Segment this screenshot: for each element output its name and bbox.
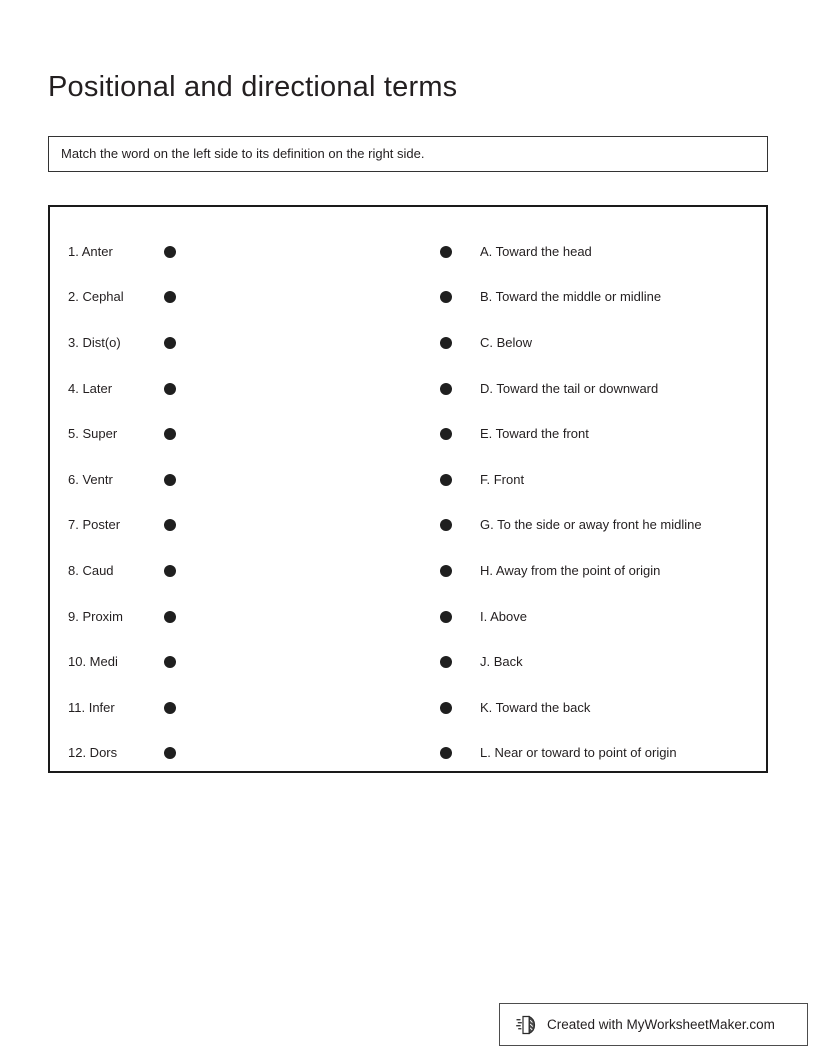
matching-row [50, 685, 766, 731]
dot-icon [164, 291, 176, 303]
dot-icon [164, 702, 176, 714]
term-label: 1. Anter [68, 243, 113, 259]
dot-icon [164, 565, 176, 577]
dot-icon [164, 383, 176, 395]
dot-icon [440, 291, 452, 303]
term-connector-dot[interactable] [164, 565, 176, 577]
definition-connector-dot[interactable] [440, 428, 452, 440]
matching-row [50, 731, 766, 777]
matching-row [50, 366, 766, 412]
dot-icon [440, 474, 452, 486]
dot-icon [440, 519, 452, 531]
definition-connector-dot[interactable] [440, 474, 452, 486]
term-connector-dot[interactable] [164, 337, 176, 349]
term-connector-dot[interactable] [164, 383, 176, 395]
dot-icon [164, 519, 176, 531]
dot-icon [440, 246, 452, 258]
dot-icon [440, 656, 452, 668]
term-label: 8. Caud [68, 562, 114, 578]
dot-icon [440, 428, 452, 440]
term-label: 6. Ventr [68, 471, 113, 487]
dot-icon [164, 611, 176, 623]
dot-icon [440, 565, 452, 577]
definition-connector-dot[interactable] [440, 656, 452, 668]
definition-label: I. Above [480, 608, 527, 624]
term-label: 3. Dist(o) [68, 334, 121, 350]
page-title: Positional and directional terms [48, 71, 458, 104]
dot-icon [164, 246, 176, 258]
matching-row [50, 503, 766, 549]
term-label: 7. Poster [68, 517, 121, 533]
dot-icon [164, 428, 176, 440]
dot-icon [440, 702, 452, 714]
definition-connector-dot[interactable] [440, 565, 452, 577]
definition-connector-dot[interactable] [440, 337, 452, 349]
definition-connector-dot[interactable] [440, 291, 452, 303]
matching-row [50, 594, 766, 640]
created-with-badge[interactable] [499, 1003, 808, 1046]
dot-icon [440, 747, 452, 759]
instructions-box [48, 136, 768, 172]
definition-label: C. Below [480, 334, 533, 350]
definition-label: A. Toward the head [480, 243, 592, 259]
matching-exercise-box [48, 205, 768, 773]
matching-row [50, 229, 766, 275]
term-label: 10. Medi [68, 654, 118, 670]
definition-label: B. Toward the middle or midline [480, 289, 662, 305]
matching-row [50, 275, 766, 321]
matching-rows-container [50, 207, 766, 776]
matching-row [50, 548, 766, 594]
definition-label: G. To the side or away front he midline [480, 517, 702, 533]
definition-label: K. Toward the back [480, 699, 591, 715]
matching-row [50, 320, 766, 366]
term-connector-dot[interactable] [164, 656, 176, 668]
badge-label: Created with MyWorksheetMaker.com [547, 1016, 775, 1032]
dot-icon [164, 747, 176, 759]
dot-icon [164, 337, 176, 349]
instructions-text: Match the word on the left side to its definition on the right side. [61, 146, 425, 161]
term-label: 12. Dors [68, 745, 118, 761]
definition-label: L. Near or toward to point of origin [480, 745, 677, 761]
definition-label: E. Toward the front [480, 426, 589, 442]
definition-connector-dot[interactable] [440, 519, 452, 531]
matching-row [50, 639, 766, 685]
definition-label: J. Back [480, 654, 523, 670]
matching-row [50, 457, 766, 503]
term-label: 11. Infer [68, 699, 115, 715]
definition-connector-dot[interactable] [440, 246, 452, 258]
definition-label: H. Away from the point of origin [480, 562, 661, 578]
definition-label: D. Toward the tail or downward [480, 380, 659, 396]
term-label: 9. Proxim [68, 608, 123, 624]
term-connector-dot[interactable] [164, 519, 176, 531]
term-connector-dot[interactable] [164, 611, 176, 623]
dot-icon [164, 474, 176, 486]
term-connector-dot[interactable] [164, 474, 176, 486]
term-label: 4. Later [68, 380, 113, 396]
definition-label: F. Front [480, 471, 525, 487]
term-label: 2. Cephal [68, 289, 124, 305]
dot-icon [164, 656, 176, 668]
definition-connector-dot[interactable] [440, 702, 452, 714]
term-connector-dot[interactable] [164, 747, 176, 759]
term-connector-dot[interactable] [164, 702, 176, 714]
definition-connector-dot[interactable] [440, 383, 452, 395]
matching-row [50, 411, 766, 457]
term-connector-dot[interactable] [164, 428, 176, 440]
dot-icon [440, 337, 452, 349]
dot-icon [440, 383, 452, 395]
term-label: 5. Super [68, 426, 118, 442]
definition-connector-dot[interactable] [440, 611, 452, 623]
dot-icon [440, 611, 452, 623]
term-connector-dot[interactable] [164, 291, 176, 303]
term-connector-dot[interactable] [164, 246, 176, 258]
definition-connector-dot[interactable] [440, 747, 452, 759]
worksheet-maker-logo-icon [516, 1014, 538, 1036]
